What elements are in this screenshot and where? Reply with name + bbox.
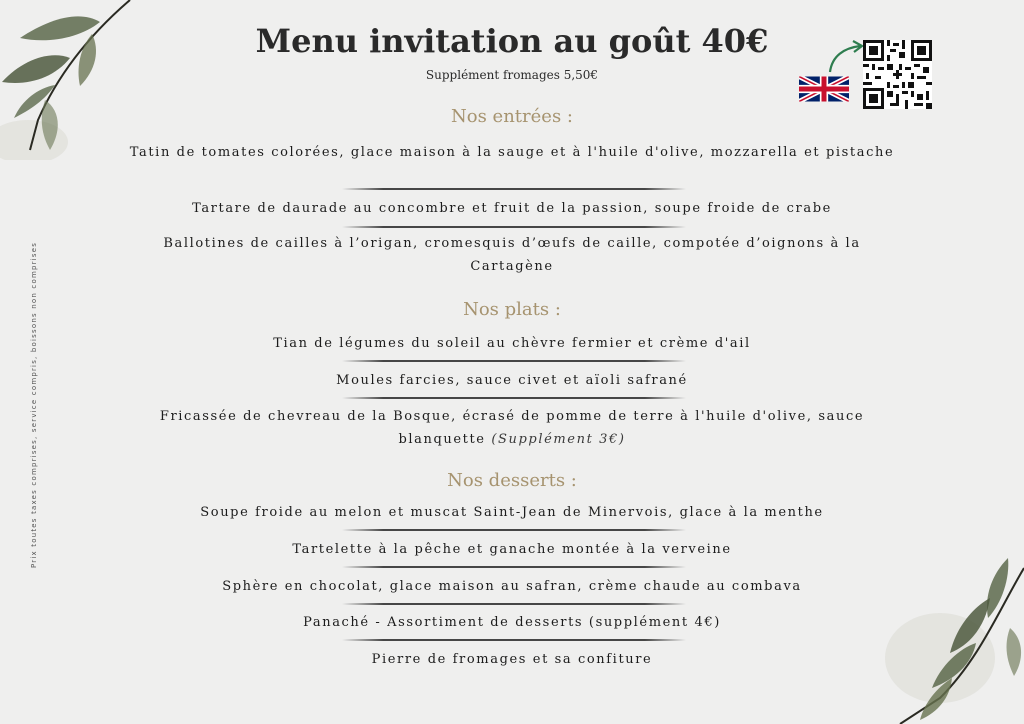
divider (342, 360, 686, 362)
supplement-note: (Supplément 3€) (491, 432, 626, 447)
menu-item-dessert: Panaché - Assortiment de desserts (supplément 4€) (303, 615, 721, 630)
divider (342, 188, 686, 190)
subtitle: Supplément fromages 5,50€ (425, 68, 599, 82)
price-disclaimer: Prix toutes taxes comprises, service compris, boissons non comprises (30, 241, 38, 568)
divider (342, 603, 686, 605)
divider (342, 566, 686, 568)
section-heading-plats: Nos plats : (463, 299, 561, 320)
menu-item-entree: Ballotines de cailles à l’origan, cromesquis d’œufs de caille, compotée d’oignons à la Cartagène (163, 236, 861, 274)
page-title: Menu invitation au goût 40€ (255, 22, 769, 60)
section-heading-entrees: Nos entrées : (451, 106, 573, 127)
menu-item-plat (120, 405, 904, 451)
divider (342, 639, 686, 641)
menu-item-entree: Tartare de daurade au concombre et fruit de la passion, soupe froide de crabe (192, 201, 832, 216)
section-heading-desserts: Nos desserts : (447, 470, 577, 491)
menu-item-entree: Tatin de tomates colorées, glace maison à la sauge et à l'huile d'olive, mozzarella et pistache (129, 145, 895, 160)
menu-item-dessert: Tartelette à la pêche et ganache montée à la verveine (292, 542, 732, 557)
menu-item-plat-text: Fricassée de chevreau de la Bosque, écrasé de pomme de terre à l'huile d'olive, sauce blanquette (159, 409, 865, 447)
qr-code[interactable] (863, 40, 932, 109)
divider (342, 226, 686, 228)
divider (342, 529, 686, 531)
arrow-icon (826, 40, 866, 76)
menu-item-dessert: Sphère en chocolat, glace maison au safran, crème chaude au combava (222, 579, 802, 594)
leaf-branch-icon (0, 0, 135, 160)
divider (342, 397, 686, 399)
uk-flag-icon[interactable] (799, 76, 849, 102)
menu-item-plat: Moules farcies, sauce civet et aïoli safrané (336, 373, 688, 388)
menu-item-plat: Tian de légumes du soleil au chèvre fermier et crème d'ail (273, 336, 751, 351)
menu-item-dessert: Soupe froide au melon et muscat Saint-Jean de Minervois, glace à la menthe (200, 505, 824, 520)
menu-item-dessert: Pierre de fromages et sa confiture (371, 652, 653, 667)
